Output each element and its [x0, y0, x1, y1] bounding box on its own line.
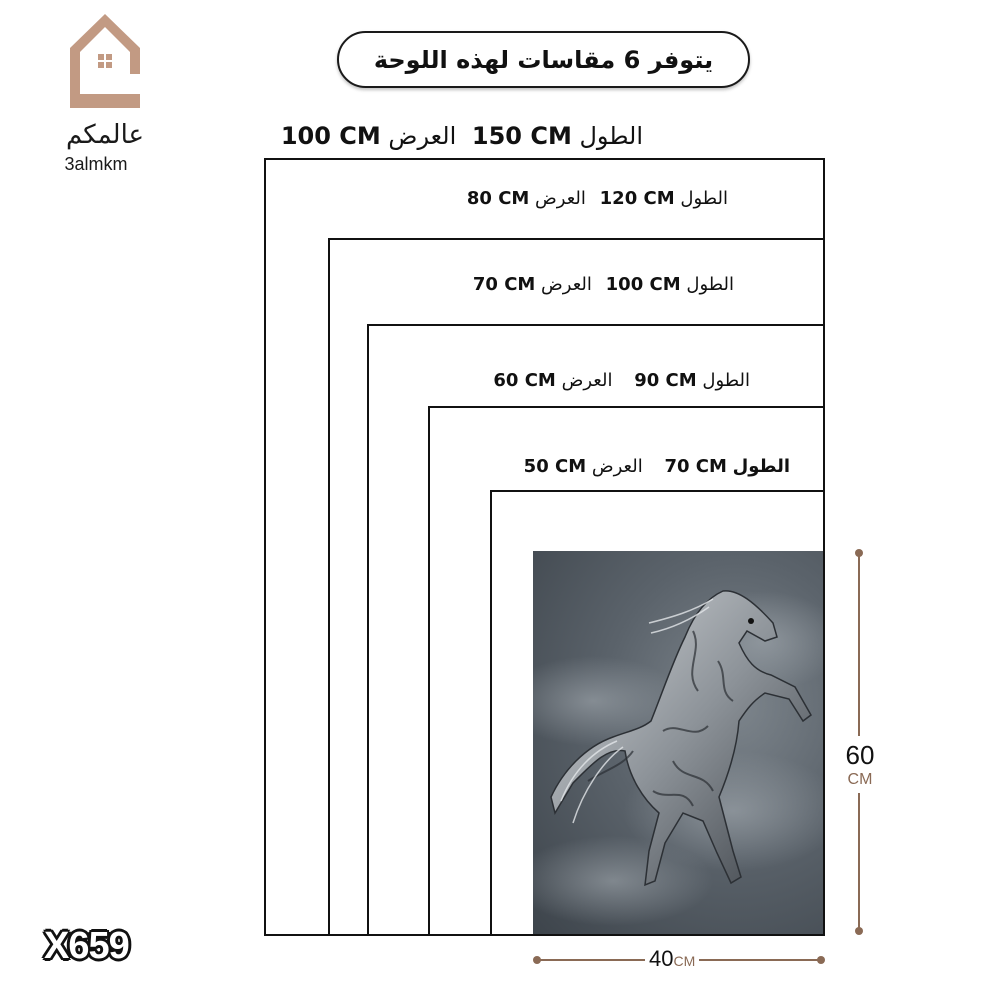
height-unit: CM — [847, 771, 873, 788]
brand-name-english: 3almkm — [64, 154, 128, 174]
height-value: 60 — [845, 740, 875, 770]
width-label: العرض — [535, 188, 586, 209]
size-label-120x80 — [467, 188, 728, 209]
length-label: الطول — [686, 274, 734, 295]
size-label-100x70 — [473, 274, 734, 295]
size-label-150x100 — [281, 122, 643, 150]
length-value: 150 CM — [471, 122, 572, 150]
height-dimension-bottom-dot — [855, 927, 863, 935]
length-label: الطول — [702, 370, 750, 391]
height-dimension-label — [838, 736, 882, 793]
width-label: العرض — [388, 122, 457, 150]
length-label: الطول — [680, 188, 728, 209]
width-value: 60 CM — [493, 370, 556, 391]
length-value: 90 CM — [634, 370, 697, 391]
width-unit: CM — [673, 953, 696, 969]
brand-logo — [40, 12, 170, 172]
width-dimension-label — [645, 946, 699, 972]
width-value: 80 CM — [466, 188, 530, 209]
painting-horse-calligraphy — [533, 551, 823, 934]
horse-illustration — [533, 551, 823, 934]
title-text: يتوفر 6 مقاسات لهذه اللوحة — [373, 45, 714, 74]
brand-name-arabic: عالمكم — [65, 120, 145, 150]
house-icon — [68, 12, 142, 110]
width-label: العرض — [591, 456, 643, 477]
length-label: الطول — [579, 122, 643, 150]
product-code: X659 — [44, 925, 129, 967]
size-label-90x60 — [493, 370, 750, 391]
length-value: 120 CM — [599, 188, 675, 209]
width-label: العرض — [541, 274, 592, 295]
width-dimension-right-dot — [817, 956, 825, 964]
length-value: 100 CM — [605, 274, 681, 295]
width-label: العرض — [561, 370, 613, 391]
title-banner — [337, 31, 750, 88]
width-value: 40 — [649, 946, 674, 971]
width-value: 70 CM — [472, 274, 536, 295]
length-label: الطول — [732, 456, 790, 477]
size-label-70x50 — [524, 456, 790, 477]
width-dimension-left-dot — [533, 956, 541, 964]
width-value: 50 CM — [523, 456, 587, 477]
length-value: 70 CM — [664, 456, 727, 477]
height-dimension-top-dot — [855, 549, 863, 557]
width-value: 100 CM — [280, 122, 381, 150]
